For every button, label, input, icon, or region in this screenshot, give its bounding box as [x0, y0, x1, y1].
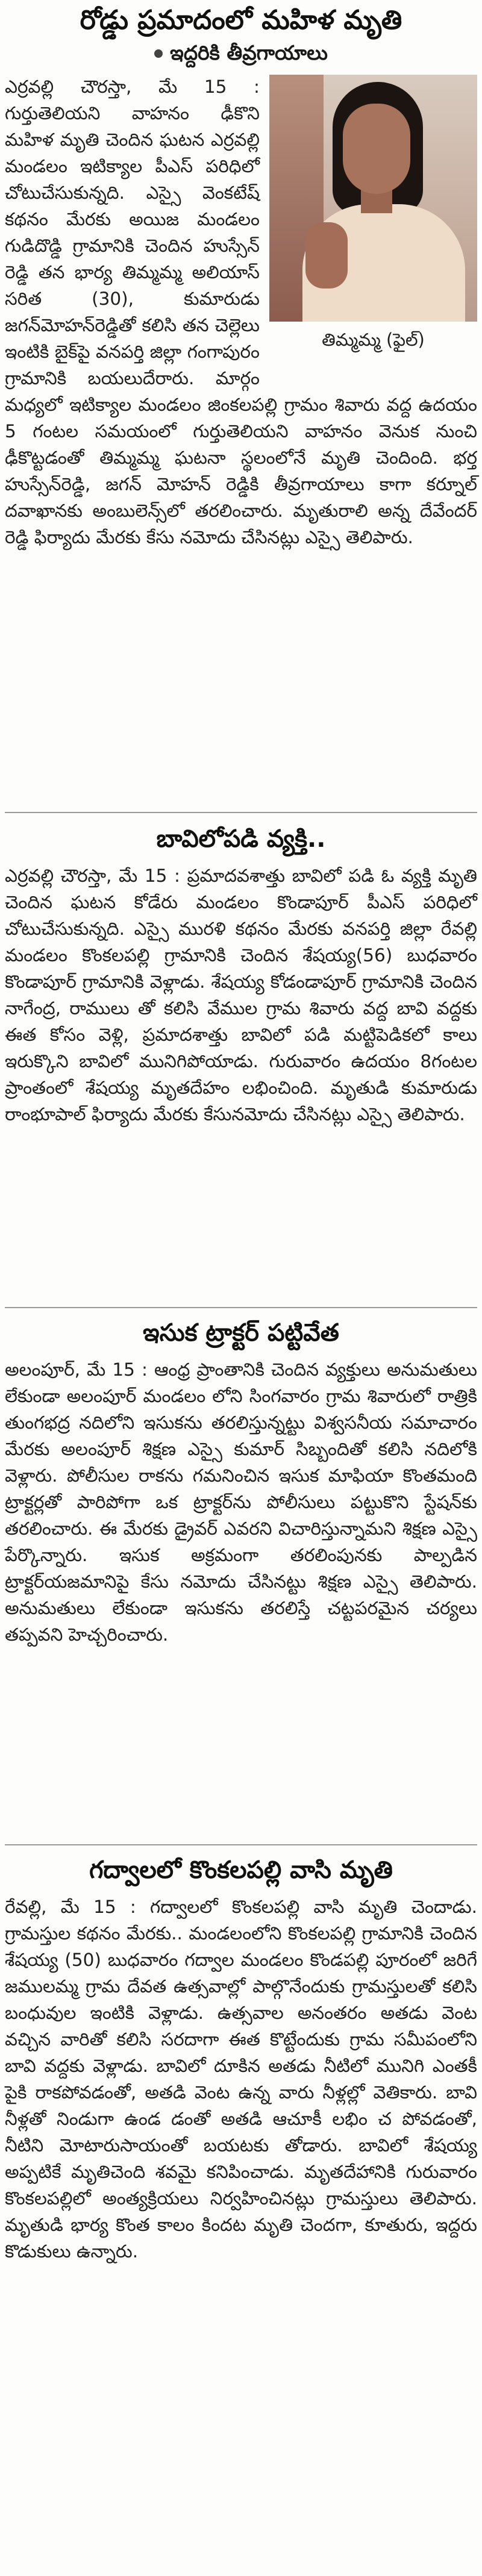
article-subhead [5, 40, 477, 65]
woman-photo [269, 75, 477, 322]
article-sand-tractor [5, 1318, 477, 1648]
article-body: ఎర్రవల్లి చౌరస్తా, మే 15 : గుర్తుతెలియని వాహనం ఢీకొని మహిళ మృతి చెందిన ఘటన ఎర్రవల్లి మండలం ఇటిక్యాల పీఎస్ పరిధిలో చోటుచేసుకున్నది. ఎస్సై వెంకటేష్ కథనం మేరకు అయిజ మండలం గుడిదొడ్డి గ్రామానికి చెందిన హుస్సేన్ రెడ్డి తన భార్య తిమ్మమ్మ అలియాస్ సరిత (30), కుమారుడు జగన్‌మోహన్‌రెడ్డితో కలిసి తన చెల్లెలు ఇంటికి బైక్‌పై వనపర్తి జిల్లా గంగాపురం గ్రామానికి బయలుదేరారు. మార్గం మధ్యలో ఇటిక్యాల మండలం జింకలపల్లి గ్రామం శివారు వద్ద ఉదయం 5 గంటల సమయంలో గుర్తుతెలియని వాహనం వెనుక నుంచి ఢీకొట్టడంతో తిమ్మమ్మ ఘటనా స్థలంలోనే మృతి చెందింది. భర్త హుస్సేన్‌రెడ్డి, జగన్ మోహన్ రెడ్డికి తీవ్రగాయాలు కాగా కర్నూల్ దవాఖానకు అంబులెన్స్‌లో తరలించారు. మృతురాలి అన్న దేవేందర్ రెడ్డి ఫిర్యాదు మేరకు కేసు నమోదు చేసినట్లు ఎస్సై తెలిపారు. [5, 76, 477, 548]
bullet-icon [154, 49, 163, 58]
article-headline: గద్వాలలో కొంకలపల్లి వాసి మృతి [89, 1856, 393, 1884]
article-body-wrapper [5, 73, 477, 550]
section-divider [5, 812, 477, 813]
article-headline: రోడ్డు ప్రమాదంలో మహిళ మృతి [80, 5, 402, 36]
article-body: రేవల్లి, మే 15 : గద్వాలలో కొంకలపల్లి వాసి మృతి చెందాడు. గ్రామస్తుల కథనం మేరకు.. మండలంలోని కొంకలపల్లి గ్రామానికి చెందిన శేషయ్య (50) బుధవారం గద్వాల మండలం కొండపల్లి పూరంలో జరిగే జములమ్మ గ్రామ దేవత ఉత్సవాల్లో పాల్గొనేందుకు గ్రామస్తులతో కలిసి బంధువుల ఇంటికి వెళ్లాడు. ఉత్సవాల అనంతరం అతడు వెంట వచ్చిన వారితో కలిసి సరదాగా ఈత కొట్టేందుకు గ్రామ సమీపంలోని బావి వద్దకు వెళ్లాడు. బావిలో దూకిన అతడు నీటిలో మునిగి ఎంతకీ పైకి రాకపోవడంతో, అతడి వెంట ఉన్న వారు నీళ్లల్లో వెతికారు. బావి నీళ్లతో నిండుగా ఉండ డంతో అతడి ఆచూకీ లభిం చ పోవడంతో, నీటిని మోటారుసాయంతో బయటకు తోడారు. బావిలో శేషయ్య అప్పటికే మృతిచెంది శవమై కనిపించాడు. మృతదేహానికి గురువారం కొంకలపల్లిలో అంత్యక్రియలు నిర్వహించినట్లు గ్రామస్తులు తెలిపారు. మృతుడి భార్య కొంత కాలం కిందట మృతి చెందగా, కూతురు, ఇద్దరు కొడుకులు ఉన్నారు. [5, 1897, 477, 2262]
section-divider [5, 1844, 477, 1845]
article-body: ఎర్రవల్లి చౌరస్తా, మే 15 : ప్రమాదవశాత్తు బావిలో పడి ఓ వ్యక్తి మృతి చెందిన ఘటన కోడేరు మండలం కొండాపూర్ పీఎస్ పరిధిలో చోటుచేసుకున్నది. ఎస్సై మురళి కథనం మేరకు వనపర్తి జిల్లా రేవల్లి మండలం కొంకలపల్లి గ్రామానికి చెందిన శేషయ్య(56) బుధవారం కొండాపూర్ గ్రామానికి వెళ్లాడు. శేషయ్య కోడండాపూర్ గ్రామానికి చెందిన నాగేంద్ర, రాములు తో కలిసి వేముల గ్రామ శివారు వద్ద బావి వద్దకు ఈత కోసం వెళ్లి, ప్రమాదశాత్తు బావిలో పడి మట్టిపెడికలో కాలు ఇరుక్కొని బావిలో మునిగిపోయాడు. గురువారం ఉదయం 8గంటల ప్రాంతంలో శేషయ్య మృతదేహం లభించింది. మృతుడి కుమారుడు రాంభూపాల్ ఫిర్యాదు మేరకు కేసునమోదు చేసినట్లు ఎస్సై తెలిపారు. [5, 865, 477, 1124]
article-body: అలంపూర్, మే 15 : ఆంధ్ర ప్రాంతానికి చెందిన వ్యక్తులు అనుమతులు లేకుండా అలంపూర్ మండలం లోని సింగవారం గ్రామ శివారులో రాత్రికి తుంగభద్ర నదిలోని ఇసుకను తరలిస్తున్నట్టు విశ్వసనీయ సమాచారం మేరకు అలంపూర్ శిక్షణ ఎస్సై కుమార్ సిబ్బందితో కలిసి నదిలోకి వెళ్లారు. పోలీసుల రాకను గమనించిన ఇసుక మాఫియా కొంతమంది ట్రాక్టర్లతో పారిపోగా ఒక ట్రాక్టర్‌ను పోలీసులు పట్టుకొని స్టేషన్‌కు తరలించారు. ఈ మేరకు డ్రైవర్ ఎవరని విచారిస్తున్నామని శిక్షణ ఎస్సై పేర్కొన్నారు. ఇసుక అక్రమంగా తరలింపునకు పాల్పడిన ట్రాక్టర్‌యజమానిపై కేసు నమోదు చేసినట్టు శిక్షణ ఎస్సై తెలిపారు. అనుమతులు లేకుండా ఇసుకను తరలిస్తే చట్టపరమైన చర్యలు తప్పవని హెచ్చరించారు. [5, 1359, 477, 1645]
article-headline: ఇసుక ట్రాక్టర్ పట్టివేత [143, 1319, 339, 1347]
photo-caption: తిమ్మమ్మ (ఫైల్) [322, 329, 425, 351]
article-subhead-text: ఇద్దరికి తీవ్రగాయాలు [170, 40, 328, 64]
article-well-death [5, 824, 477, 1127]
article-road-accident [5, 5, 477, 550]
article-gadwal-death [5, 1855, 477, 2265]
photo-figure [269, 75, 477, 364]
section-divider [5, 1307, 477, 1308]
article-headline: బావిలోపడి వ్యక్తి.. [156, 825, 326, 853]
